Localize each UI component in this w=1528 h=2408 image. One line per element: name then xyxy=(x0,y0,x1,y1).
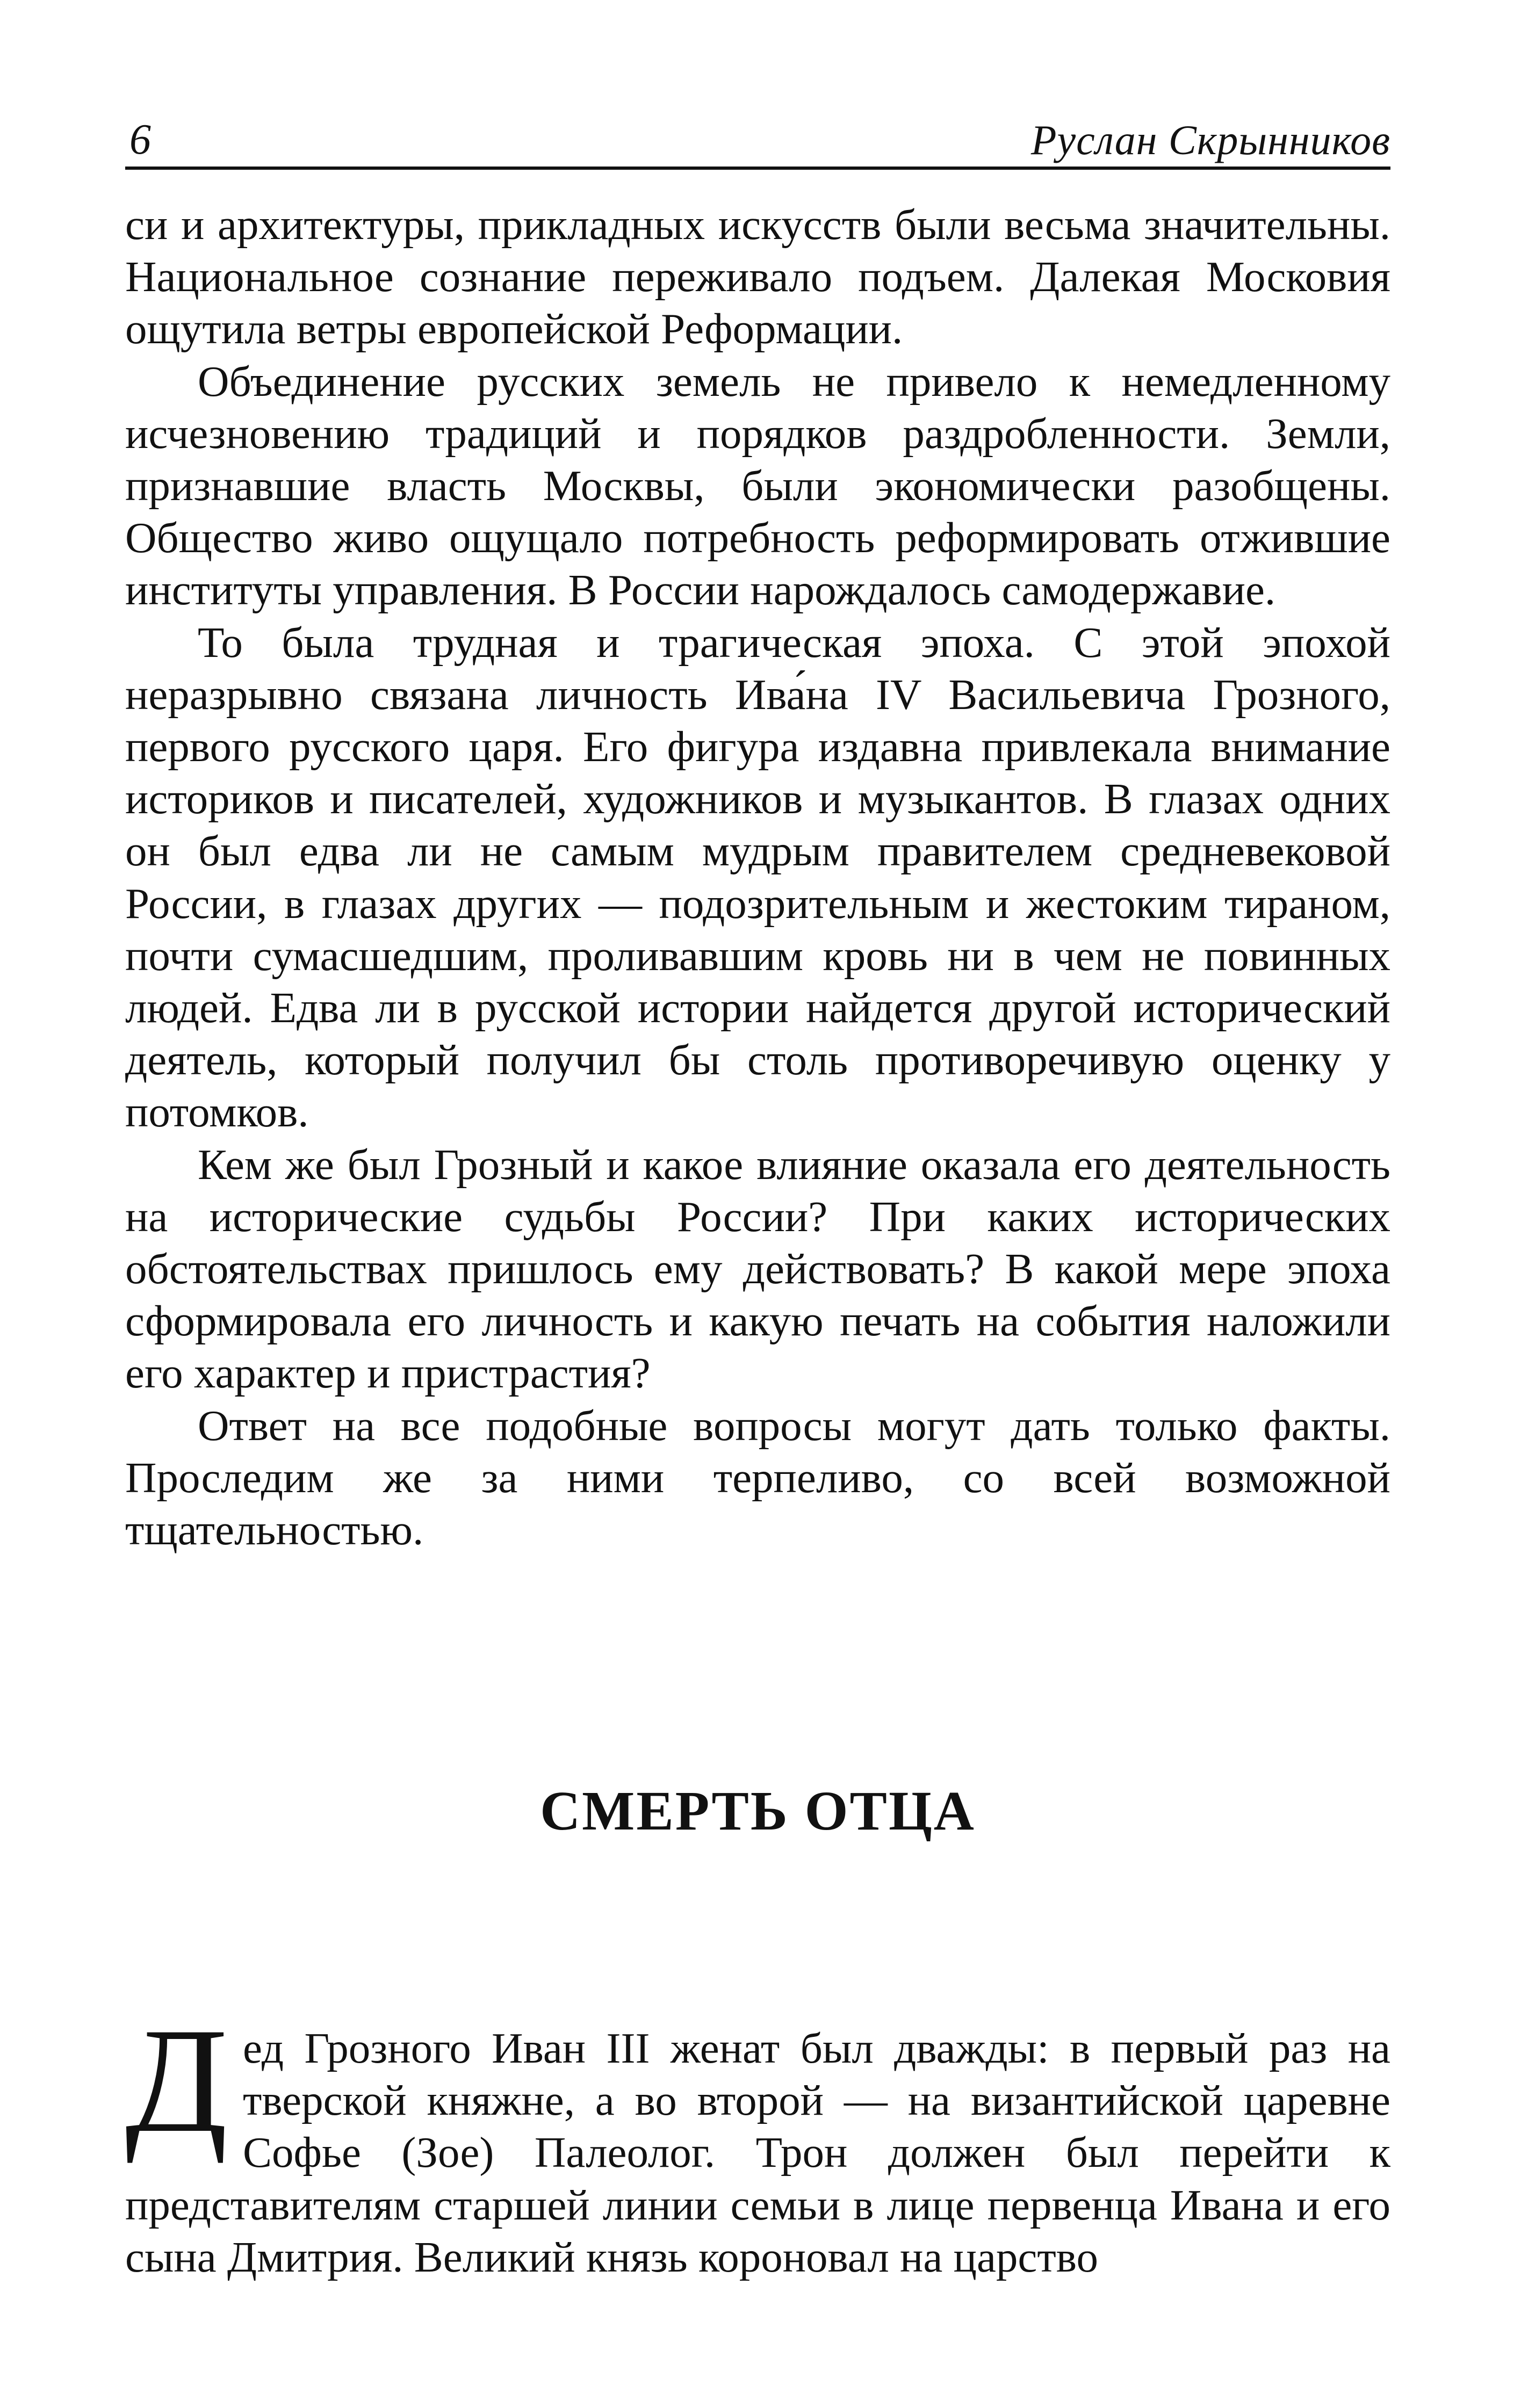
page-number: 6 xyxy=(129,116,151,163)
paragraph: Кем же был Грозный и какое влияние оказала его деятельность на исторические судьбы России? При каких исторических обстоятельствах пришлось ему действовать? В какой мере эпоха сформировала его личность и какую печать на события наложили его характер и пристрастия? xyxy=(125,1140,1390,1398)
drop-cap: Д xyxy=(125,1997,228,2164)
chapter-first-paragraph-text: ед Грозного Иван III женат был дважды: в первый раз на тверской княжне, а во второй — на византийской царевне Софье (Зое) Палеолог. Трон должен был перейти к представителям старшей линии семьи в лице первенца Ивана и его сына Дмитрия. Великий князь короновал на царство xyxy=(125,2024,1390,2281)
paragraph: Объединение русских земель не привело к немедленному исчезновению традиций и порядков раздробленности. Земли, признавшие власть Москвы, были экономически разобщены. Общество живо ощущало потребность реформировать отжившие институты управления. В России нарождалось самодержавие. xyxy=(125,357,1390,614)
chapter-first-paragraph xyxy=(125,1997,1390,2283)
paragraph-continuation: си и архитектуры, прикладных искусств были весьма значительны. Национальное сознание переживало подъем. Далекая Московия ощутила ветры европейской Реформации. xyxy=(125,200,1390,353)
chapter-title: СМЕРТЬ ОТЦА xyxy=(540,1780,976,1842)
chapter-body xyxy=(125,1997,1390,2283)
body-text xyxy=(125,199,1390,1556)
paragraph: То была трудная и трагическая эпоха. С этой эпохой неразрывно связана личность Ива́на IV Васильевича Грозного, первого русского царя. Его фигура издавна привлекала внимание историков и писателей, художников и музыкантов. В глазах одних он был едва ли не самым мудрым правителем средневековой России, в глазах других — подозрительным и жестоким тираном, почти сумасшедшим, проливавшим кровь ни в чем не повинных людей. Едва ли в русской истории найдется другой исторический деятель, который получил бы столь противоречивую оценку у потомков. xyxy=(125,618,1390,1137)
paragraph: Ответ на все подобные вопросы могут дать только факты. Проследим же за ними терпеливо, со всей возможной тщательностью. xyxy=(125,1401,1390,1554)
running-head xyxy=(125,102,1390,170)
running-author: Руслан Скрынников xyxy=(1030,117,1390,163)
